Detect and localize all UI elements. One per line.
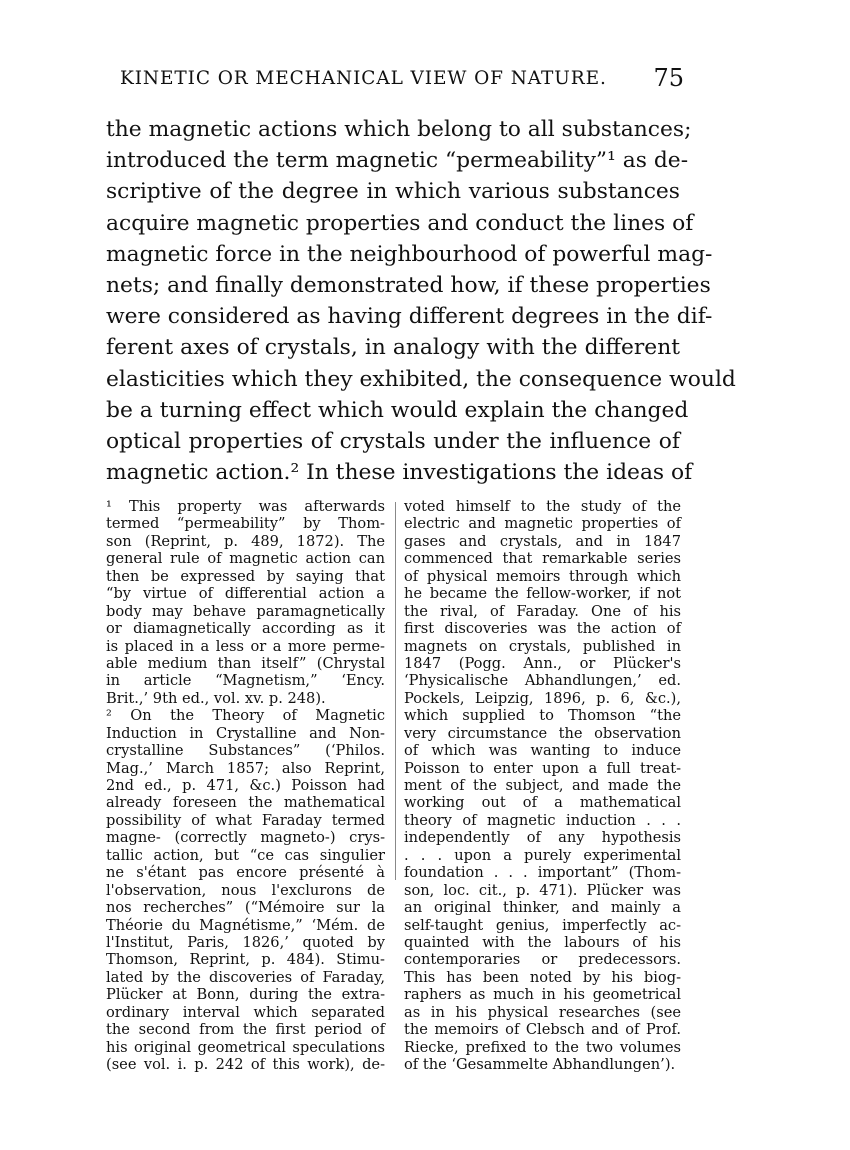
footnote-line: crystalline Substances” (‘Philos. bbox=[106, 742, 385, 760]
footnote-line: l'observation, nous l'exclurons de bbox=[106, 881, 385, 899]
text-line: introduced the term magnetic “permeability”¹ as de- bbox=[106, 148, 689, 174]
footnote-line: 2nd ed., p. 471, &c.) Poisson had bbox=[106, 777, 385, 794]
main-text bbox=[106, 114, 736, 488]
footnote-line: which supplied to Thomson “the bbox=[404, 707, 681, 725]
text-line: magnetic action.² In these investigations the ideas of bbox=[106, 460, 693, 486]
footnote-line: Thomson, Reprint, p. 484). Stimu- bbox=[106, 951, 385, 969]
footnote-line: quainted with the labours of his bbox=[404, 933, 681, 951]
footnote-line: magne- (correctly magneto-) crys- bbox=[106, 829, 385, 847]
footnote-line: ² On the Theory of Magnetic bbox=[106, 707, 385, 725]
footnotes-right-column bbox=[404, 498, 681, 1073]
text-line: optical properties of crystals under the influence of bbox=[106, 428, 680, 454]
text-line: be a turning effect which would explain the changed bbox=[106, 397, 689, 423]
footnote-line: Riecke, prefixed to the two volumes bbox=[404, 1038, 681, 1056]
footnote-line: an original thinker, and mainly a bbox=[404, 899, 681, 917]
footnote-line: tallic action, but “ce cas singulier bbox=[106, 846, 385, 864]
footnote-line: then be expressed by saying that bbox=[106, 567, 385, 585]
text-line: ferent axes of crystals, in analogy with the different bbox=[106, 335, 680, 361]
footnote-line: This has been noted by his biog- bbox=[404, 968, 681, 986]
footnote-line: or diamagnetically according as it bbox=[106, 620, 385, 638]
footnote-line: able medium than itself” (Chrystal bbox=[106, 654, 385, 672]
footnote-line: Plücker at Bonn, during the extra- bbox=[106, 986, 385, 1004]
footnote-line: the second from the first period of bbox=[106, 1021, 385, 1039]
text-line: nets; and finally demonstrated how, if these properties bbox=[106, 272, 711, 298]
footnotes-left-column bbox=[106, 498, 385, 1073]
footnote-line: independently of any hypothesis bbox=[404, 829, 681, 847]
footnote-line: as in his physical researches (see bbox=[404, 1003, 681, 1021]
footnote-line: of physical memoirs through which bbox=[404, 567, 681, 585]
text-line: scriptive of the degree in which various substances bbox=[106, 179, 680, 205]
footnote-line: of the ‘Gesammelte Abhandlungen’). bbox=[404, 1056, 676, 1073]
footnote-line: son, loc. cit., p. 471). Plücker was bbox=[404, 881, 681, 899]
text-line: acquire magnetic properties and conduct the lines of bbox=[106, 210, 694, 236]
footnote-line: the rival, of Faraday. One of his bbox=[404, 602, 681, 620]
footnote-line: of which was wanting to induce bbox=[404, 742, 681, 760]
footnote-line: Brit.,’ 9th ed., vol. xv. p. 248). bbox=[106, 689, 326, 707]
footnote-line: ment of the subject, and made the bbox=[404, 777, 681, 794]
footnote-line: ordinary interval which separated bbox=[106, 1003, 385, 1021]
footnote-line: son (Reprint, p. 489, 1872). The bbox=[106, 532, 385, 550]
text-line: were considered as having different degrees in the dif- bbox=[106, 304, 713, 330]
footnote-line: nos recherches” (“Mémoire sur la bbox=[106, 899, 385, 917]
footnote-line: theory of magnetic induction . . . bbox=[404, 811, 681, 829]
footnote-line: is placed in a less or a more perme- bbox=[106, 637, 385, 655]
footnote-line: (see vol. i. p. 242 of this work), de- bbox=[106, 1056, 385, 1073]
footnote-line: he became the fellow-worker, if not bbox=[404, 585, 681, 603]
footnote-line: working out of a mathematical bbox=[404, 794, 681, 812]
page-number: 75 bbox=[653, 64, 684, 92]
footnote-line: Poisson to enter upon a full treat- bbox=[404, 759, 681, 777]
footnote-line: his original geometrical speculations bbox=[106, 1038, 385, 1056]
footnote-line: already foreseen the mathematical bbox=[106, 794, 385, 812]
footnote-line: Induction in Crystalline and Non- bbox=[106, 724, 385, 742]
footnote-line: Théorie du Magnétisme,” ‘Mém. de bbox=[106, 916, 385, 934]
footnote-line: Mag.,’ March 1857; also Reprint, bbox=[106, 759, 385, 777]
footnote-line: general rule of magnetic action can bbox=[106, 550, 385, 568]
footnote-line: voted himself to the study of the bbox=[404, 498, 681, 515]
footnote-line: electric and magnetic properties of bbox=[404, 515, 681, 533]
footnote-line: commenced that remarkable series bbox=[404, 550, 681, 568]
footnote-line: termed “permeability” by Thom- bbox=[106, 515, 385, 533]
text-line: the magnetic actions which belong to all substances; bbox=[106, 117, 692, 142]
footnote-line: possibility of what Faraday termed bbox=[106, 811, 385, 829]
footnote-line: raphers as much in his geometrical bbox=[404, 986, 681, 1004]
footnote-line: gases and crystals, and in 1847 bbox=[404, 532, 681, 550]
footnote-line: l'Institut, Paris, 1826,’ quoted by bbox=[106, 933, 385, 951]
footnote-line: in article “Magnetism,” ‘Ency. bbox=[106, 672, 385, 690]
page-header bbox=[106, 64, 684, 94]
footnote-line: ¹ This property was afterwards bbox=[106, 498, 385, 515]
footnote-line: first discoveries was the action of bbox=[404, 620, 681, 638]
footnote-line: self-taught genius, imperfectly ac- bbox=[404, 916, 681, 934]
running-title: KINETIC OR MECHANICAL VIEW OF NATURE. bbox=[120, 68, 607, 89]
footnote-line: ‘Physicalische Abhandlungen,’ ed. bbox=[404, 672, 681, 690]
footnote-line: very circumstance the observation bbox=[404, 724, 681, 742]
footnote-line: lated by the discoveries of Faraday, bbox=[106, 968, 385, 986]
footnote-line: ne s'étant pas encore présenté à bbox=[106, 864, 385, 882]
footnote-line: the memoirs of Clebsch and of Prof. bbox=[404, 1021, 681, 1039]
footnote-line: . . . upon a purely experimental bbox=[404, 846, 681, 864]
footnote-line: body may behave paramagnetically bbox=[106, 602, 385, 620]
footnote-line: “by virtue of differential action a bbox=[106, 585, 385, 603]
footnote-line: contemporaries or predecessors. bbox=[404, 951, 681, 969]
footnote-line: Pockels, Leipzig, 1896, p. 6, &c.), bbox=[404, 689, 681, 707]
footnote-line: magnets on crystals, published in bbox=[404, 637, 681, 655]
footnote-line: 1847 (Pogg. Ann., or Plücker's bbox=[404, 654, 681, 672]
text-line: elasticities which they exhibited, the consequence would bbox=[106, 366, 736, 392]
footnote-line: foundation . . . important” (Thom- bbox=[404, 864, 681, 882]
column-divider bbox=[395, 502, 396, 880]
text-line: magnetic force in the neighbourhood of powerful mag- bbox=[106, 241, 713, 267]
